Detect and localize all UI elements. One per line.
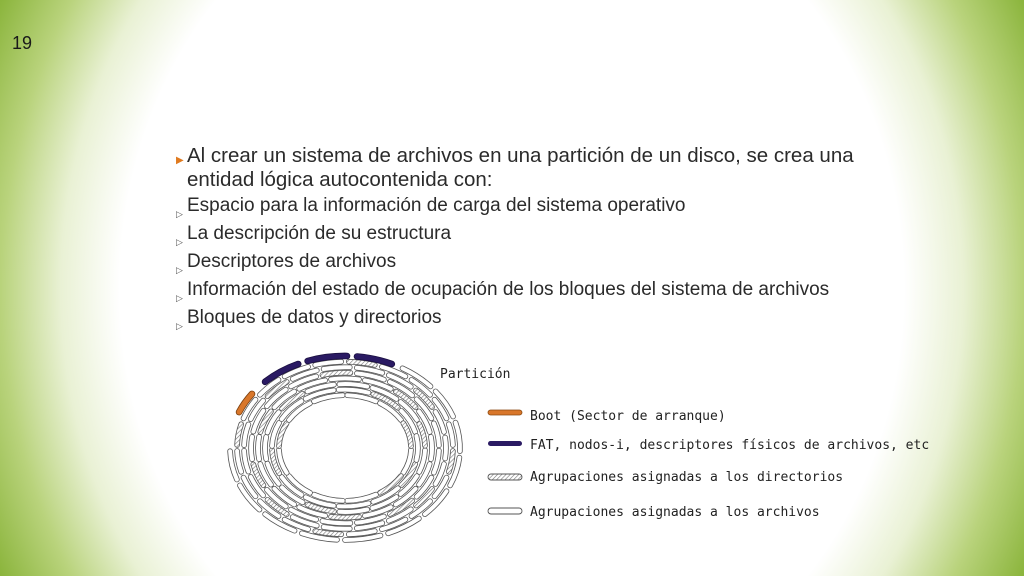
legend-label-files: Agrupaciones asignadas a los archivos <box>530 505 820 520</box>
slide-number: 19 <box>12 33 33 53</box>
file-block <box>431 437 432 459</box>
file-block <box>322 521 350 523</box>
legend-swatch-boot <box>488 410 522 415</box>
legend-label-directories: Agrupaciones asignadas a los directorios <box>530 470 844 485</box>
file-block <box>416 436 418 460</box>
partition-title: Partición <box>440 367 511 382</box>
file-block <box>324 527 350 529</box>
sub-bullet-arrow-icon: ▷ <box>176 237 183 247</box>
directory-block <box>322 373 350 375</box>
file-block <box>331 378 359 379</box>
main-bullet-text: Al crear un sistema de archivos en una partición de un disco, se crea una entidad lógica autocontenida con: <box>187 144 854 191</box>
legend-swatch-fat <box>488 441 522 446</box>
disk-platter <box>230 356 460 540</box>
sub-bullet-text: La descripción de su estructura <box>187 223 452 244</box>
sub-bullet-text: Descriptores de archivos <box>187 251 397 272</box>
sub-bullet-arrow-icon: ▷ <box>176 293 183 303</box>
sub-bullet-arrow-icon: ▷ <box>176 265 183 275</box>
file-block <box>445 438 446 459</box>
sub-bullet-text: Bloques de datos y directorios <box>187 307 442 328</box>
sub-bullet-text: Espacio para la información de carga del sistema operativo <box>187 195 686 216</box>
file-block <box>251 437 252 459</box>
sub-bullet-arrow-icon: ▷ <box>176 321 183 331</box>
directory-block <box>331 517 359 518</box>
legend-label-fat: FAT, nodos-i, descriptores físicos de archivos, etc <box>530 438 930 453</box>
file-block <box>265 437 266 459</box>
file-block <box>324 367 350 369</box>
bullet-arrow-icon: ▶ <box>176 155 184 166</box>
legend-swatch-files <box>488 508 522 514</box>
file-block <box>258 437 259 459</box>
legend-swatch-directories <box>488 474 522 480</box>
sub-bullet-text: Información del estado de ocupación de los bloques del sistema de archivos <box>187 279 830 300</box>
sub-bullet-arrow-icon: ▷ <box>176 209 183 219</box>
legend-label-boot: Boot (Sector de arranque) <box>530 409 726 424</box>
